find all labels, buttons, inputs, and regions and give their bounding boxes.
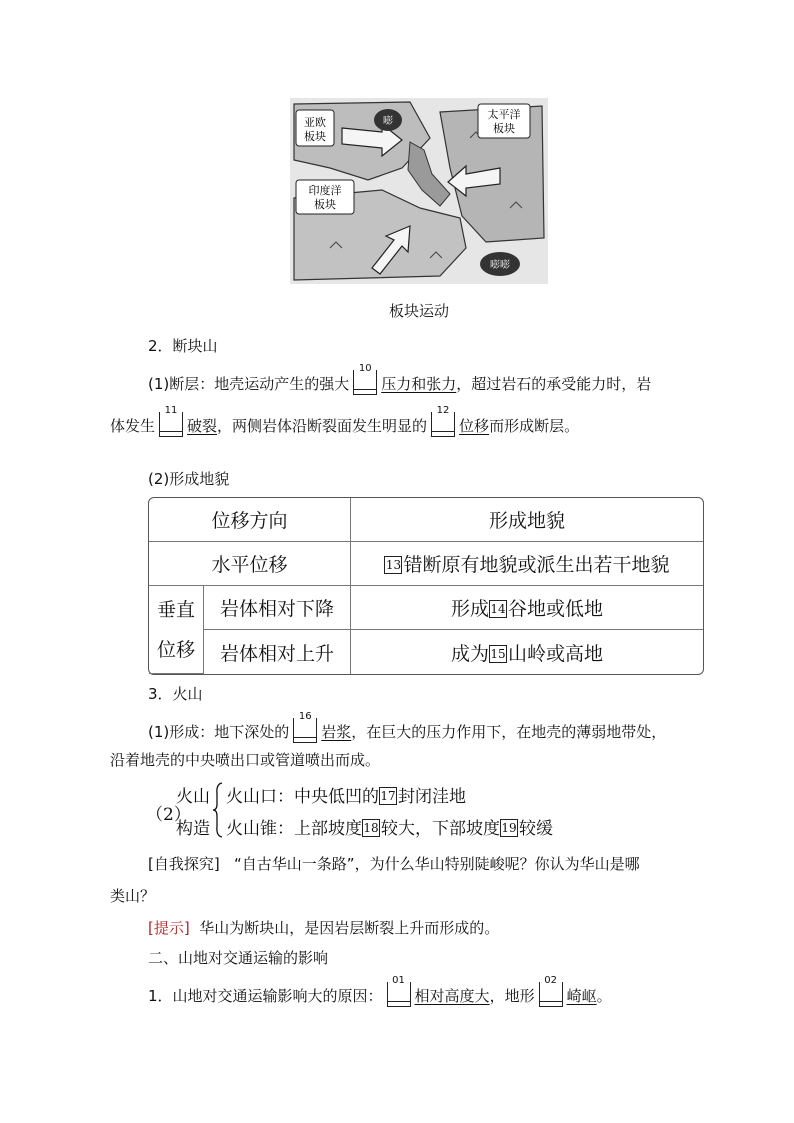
text: 。 — [596, 987, 612, 1005]
table-cell — [351, 586, 703, 630]
answer-text: 较大 — [381, 819, 415, 839]
answer-slot — [387, 975, 411, 1007]
item-number: （2） — [146, 805, 191, 825]
table-header: 形成地貌 — [351, 498, 703, 542]
vertical-label-1: 垂直 — [156, 598, 195, 621]
text: ，地形 — [489, 987, 535, 1005]
paragraph-line — [148, 975, 612, 1007]
structure-label-2: 构造 — [176, 819, 210, 839]
table-cell: 水平位移 — [149, 542, 351, 586]
eurasia-label-1: 亚欧 — [304, 116, 326, 129]
answer-number: 19 — [501, 821, 517, 835]
paragraph-line: 沿着地壳的中央喷出口或管道喷出而成。 — [110, 751, 381, 769]
section-heading: 二、山地对交通运输的影响 — [148, 949, 329, 967]
vertical-label-2: 位移 — [156, 638, 195, 661]
landform-table — [148, 497, 704, 675]
answer-number: 14 — [490, 602, 506, 616]
hint-tag: [提示] — [148, 919, 190, 937]
volcano-structure — [146, 780, 626, 840]
subheading: (2)形成地貌 — [148, 470, 230, 488]
plate-motion-illustration — [290, 98, 548, 284]
explore-tag: [自我探究] — [148, 855, 220, 873]
plate-motion-figure — [290, 98, 548, 284]
section-heading: 3．火山 — [148, 685, 203, 703]
table-cell — [351, 630, 703, 674]
answer-text: 破裂 — [187, 417, 218, 435]
slot-number: 10 — [354, 364, 376, 374]
slot-number: 11 — [160, 406, 182, 416]
sound-burst-2: 嘭嘭 — [490, 260, 510, 271]
text: 或低地 — [546, 598, 604, 620]
paragraph-line — [148, 854, 640, 874]
hint-text: 华山为断块山，是因岩层断裂上升而形成的。 — [199, 919, 500, 937]
crater-line — [226, 782, 466, 807]
text: 形成 — [450, 598, 489, 620]
text: (1)形成：地下深处的 — [148, 723, 290, 741]
slot-number: 02 — [540, 976, 562, 986]
answer-text: 岩浆 — [321, 723, 352, 741]
paragraph-line: 类山？ — [110, 887, 156, 905]
answer-text: 崎岖 — [566, 987, 597, 1005]
slot-number: 01 — [388, 976, 410, 986]
paragraph-line — [148, 711, 667, 743]
answer-slot — [293, 711, 317, 743]
answer-text: 压力和张力 — [381, 375, 457, 393]
text: 体发生 — [110, 417, 156, 435]
answer-number: 17 — [380, 789, 396, 803]
paragraph-line — [148, 918, 499, 938]
structure-label-1: 火山 — [176, 787, 210, 807]
answer-text: 较缓 — [519, 819, 553, 839]
answer-text: 相对高度大 — [414, 987, 490, 1005]
text: ，两侧岩体沿断裂面发生明显的 — [217, 417, 428, 435]
text: (1)断层：地壳运动产生的强大 — [148, 375, 350, 393]
indian-label-1: 印度洋 — [308, 184, 342, 197]
answer-slot — [431, 405, 455, 437]
pacific-label-2: 板块 — [493, 122, 515, 135]
answer-slot — [353, 363, 377, 395]
text: 成为 — [450, 642, 489, 665]
brace-icon — [212, 782, 224, 838]
answer-text: 位移 — [459, 417, 490, 435]
table-cell: 岩体相对下降 — [204, 586, 351, 630]
slot-number: 12 — [432, 406, 454, 416]
answer-text: 山岭 — [507, 642, 546, 665]
text: “自古华山一条路”，为什么华山特别陡峻呢？你认为华山是哪 — [234, 855, 640, 873]
text: 火山锥：上部坡度 — [226, 819, 362, 839]
table-cell: 岩体相对上升 — [204, 630, 351, 674]
text: 火山口：中央低凹的 — [226, 787, 379, 807]
sound-burst-1: 嘭 — [383, 116, 393, 127]
paragraph-line — [148, 363, 652, 395]
table-header: 位移方向 — [149, 498, 351, 542]
answer-slot — [539, 975, 563, 1007]
pacific-label-1: 太平洋 — [487, 108, 521, 121]
answer-text: 错断原有地貌或派生出若干地貌 — [403, 554, 670, 576]
paragraph-line — [110, 405, 580, 437]
eurasia-label-2: 板块 — [304, 130, 326, 143]
answer-number: 18 — [363, 821, 379, 835]
table-cell — [149, 586, 204, 674]
figure-caption: 板块运动 — [388, 302, 449, 320]
text: 或高地 — [546, 642, 604, 665]
text: 而形成断层。 — [489, 417, 580, 435]
answer-text: 谷地 — [507, 598, 546, 620]
table-cell — [351, 542, 703, 586]
section-heading: 2．断块山 — [148, 337, 218, 355]
answer-text: 封闭洼地 — [398, 787, 466, 807]
text: 1．山地对交通运输影响大的原因： — [148, 987, 383, 1005]
answer-number: 13 — [385, 558, 402, 572]
slot-number: 16 — [294, 712, 316, 722]
text: ，下部坡度 — [415, 819, 500, 839]
text: ，在巨大的压力作用下，在地壳的薄弱地带处， — [351, 723, 667, 741]
text: ，超过岩石的承受能力时，岩 — [456, 375, 652, 393]
cone-line — [226, 814, 553, 839]
answer-number: 15 — [490, 646, 506, 661]
answer-slot — [159, 405, 183, 437]
indian-label-2: 板块 — [314, 198, 336, 211]
